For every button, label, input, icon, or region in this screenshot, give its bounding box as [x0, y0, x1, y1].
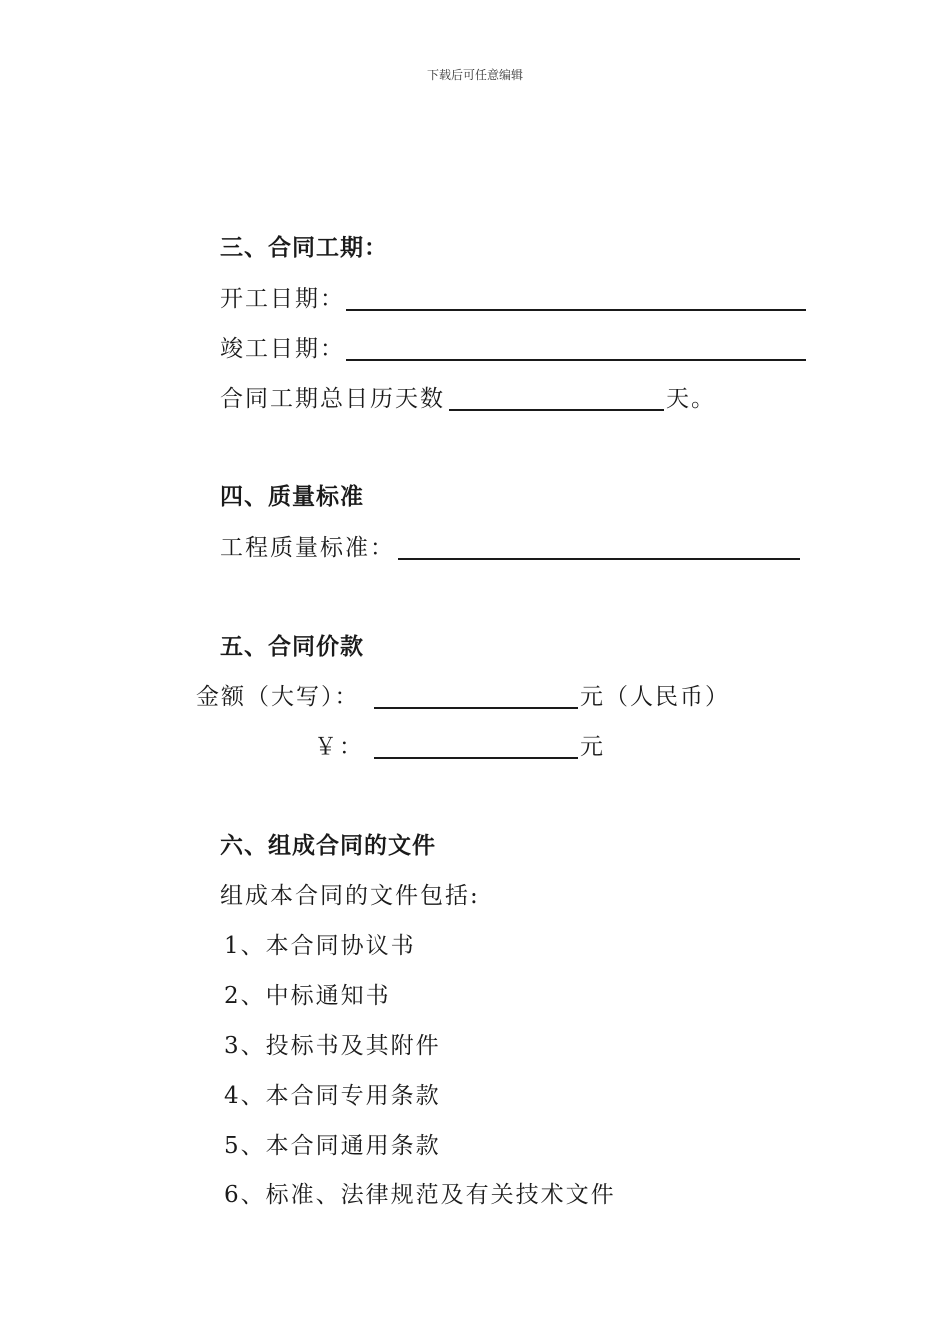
- total-days-field[interactable]: [449, 409, 664, 411]
- quality-label: 工程质量标准：: [220, 535, 395, 561]
- section6-title: 六、组成合同的文件: [220, 833, 436, 859]
- total-days-suffix: 天。: [666, 386, 716, 412]
- amount-figure-field[interactable]: [374, 757, 578, 759]
- end-date-field[interactable]: [346, 359, 806, 361]
- list-item: 1、本合同协议书: [224, 933, 416, 959]
- list-item: 4、本合同专用条款: [224, 1083, 441, 1109]
- section4-title: 四、质量标准: [220, 484, 364, 510]
- section5-title: 五、合同价款: [220, 634, 364, 660]
- documents-intro: 组成本合同的文件包括:: [220, 883, 480, 909]
- start-date-field[interactable]: [346, 309, 806, 311]
- list-item: 5、本合同通用条款: [224, 1133, 441, 1159]
- amount-label: 金额（大写）：: [196, 684, 360, 710]
- list-item: 6、标准、法律规范及有关技术文件: [224, 1182, 616, 1208]
- header-note: 下载后可任意编辑: [426, 68, 523, 82]
- yen-label: ￥：: [314, 734, 364, 760]
- list-item: 3、投标书及其附件: [224, 1033, 441, 1059]
- section3-title: 三、合同工期：: [220, 235, 388, 261]
- list-item: 2、中标通知书: [224, 983, 391, 1009]
- yen-suffix: 元: [580, 734, 605, 760]
- amount-words-field[interactable]: [374, 707, 578, 709]
- start-date-label: 开工日期：: [220, 286, 345, 312]
- end-date-label: 竣工日期：: [220, 336, 345, 362]
- amount-suffix: 元（人民币）: [580, 684, 730, 710]
- quality-field[interactable]: [398, 558, 800, 560]
- total-days-label: 合同工期总日历天数: [220, 386, 445, 412]
